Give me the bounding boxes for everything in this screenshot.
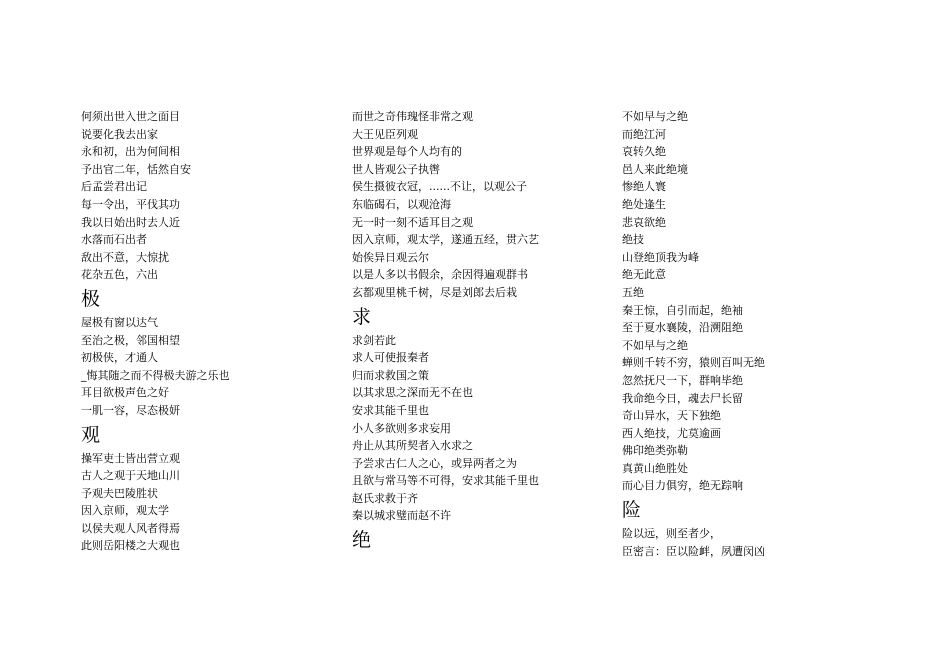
text-line: 以是人多以书假余，余因得遍观群书 — [352, 268, 528, 282]
section-heading: 观 — [81, 423, 101, 446]
text-line: 世界观是每个人均有的 — [352, 145, 462, 159]
text-line: 至于夏水襄陵，沿溯阻绝 — [622, 321, 743, 335]
column-middle — [352, 108, 592, 555]
text-line: 予出官二年，恬然自安 — [81, 162, 191, 176]
text-line: 蝉则千转不穷，猿则百叫无绝 — [622, 356, 765, 370]
text-line: 不如早与之绝 — [622, 338, 688, 352]
text-line: 何须出世入世之面目 — [81, 110, 180, 123]
text-line: 敌出不意，大惊扰 — [81, 250, 169, 264]
text-line: 归而求救国之策 — [352, 368, 429, 382]
text-line: 五绝 — [622, 285, 644, 299]
text-line: 屋极有窗以达气 — [81, 315, 158, 329]
text-line: 每一令出，平伐其功 — [81, 197, 180, 211]
text-line: 不如早与之绝 — [622, 110, 688, 123]
text-line: 安求其能千里也 — [352, 403, 429, 417]
text-line: 忽然抚尺一下，群响毕绝 — [622, 373, 743, 387]
text-line: 悲哀欲绝 — [622, 215, 666, 229]
text-line: 赵氏求救于齐 — [352, 491, 418, 505]
text-line: 水落而石出者 — [81, 233, 147, 247]
section-heading: 极 — [81, 287, 101, 310]
text-line: 大王见臣列观 — [352, 127, 418, 141]
text-line: 一肌一容，尽态极妍 — [81, 403, 180, 417]
text-line: 以其求思之深而无不在也 — [352, 386, 473, 400]
text-line: 操军吏士皆出营立观 — [81, 451, 180, 465]
text-line: 绝技 — [622, 233, 644, 247]
text-line: 哀转久绝 — [622, 145, 666, 159]
text-line: 永和初，出为何间相 — [81, 145, 180, 159]
text-line: 绝处逢生 — [622, 197, 666, 211]
text-line: 予观夫巴陵胜状 — [81, 486, 158, 500]
text-line: 小人多欲则多求妄用 — [352, 421, 451, 435]
text-line: 真黄山绝胜处 — [622, 461, 688, 475]
text-line: 以侯夫观人风者得焉 — [81, 521, 180, 535]
text-line: 邑人来此绝境 — [622, 162, 688, 176]
text-line: 秦王惊，自引而起，绝袖 — [622, 303, 743, 317]
text-line: 惨绝人寰 — [622, 180, 666, 194]
column-right — [622, 108, 862, 560]
text-line: 绝无此意 — [622, 268, 666, 282]
text-line: _悔其随之而不得极夫游之乐也 — [81, 368, 230, 382]
text-line: 秦以城求璧而赵不许 — [352, 509, 451, 523]
text-line: 侯生摄彼衣冠，......不让，以观公子 — [352, 180, 527, 194]
text-line: 险以远，则至者少， — [622, 527, 721, 541]
text-line: 佛印绝类弥勒 — [622, 444, 688, 458]
text-line: 我以日始出时去人近 — [81, 215, 180, 229]
column-left — [81, 108, 321, 555]
text-line: 因入京师，观太学，遂通五经，贯六艺 — [352, 233, 539, 247]
text-line: 且欲与常马等不可得，安求其能千里也 — [352, 474, 539, 488]
text-line: 而世之奇伟瑰怪非常之观 — [352, 110, 473, 123]
text-line: 臣密言：臣以险衅，夙遭闵凶 — [622, 544, 765, 558]
text-line: 说要化我去出家 — [81, 127, 158, 141]
text-line: 至治之极，邻国相望 — [81, 333, 180, 347]
text-line: 予尝求古仁人之心，或异两者之为 — [352, 456, 517, 470]
text-line: 耳目欲极声色之好 — [81, 386, 169, 400]
text-line: 玄都观里桃千树，尽是刘郎去后栽 — [352, 285, 517, 299]
text-line: 因入京师，观太学 — [81, 504, 169, 518]
text-line: 花杂五色，六出 — [81, 268, 158, 282]
text-line: 世人皆观公子执辔 — [352, 162, 440, 176]
text-line: 奇山异水，天下独绝 — [622, 409, 721, 423]
text-line: 此则岳阳楼之大观也 — [81, 539, 180, 553]
text-line: 山登绝顶我为峰 — [622, 250, 699, 264]
text-line: 而心目力俱穷，绝无踪响 — [622, 479, 743, 493]
text-line: 西人绝技，尤莫逾画 — [622, 426, 721, 440]
text-line: 古人之观于天地山川 — [81, 469, 180, 483]
text-line: 而绝江河 — [622, 127, 666, 141]
text-line: 始俟异日观云尔 — [352, 250, 429, 264]
text-line: 求剑若此 — [352, 333, 396, 347]
text-line: 初极侠，才通人 — [81, 351, 158, 365]
text-line: 东临碣石，以观沧海 — [352, 197, 451, 211]
text-line: 求人可使报秦者 — [352, 351, 429, 365]
section-heading: 险 — [622, 499, 642, 522]
section-heading: 绝 — [352, 529, 372, 552]
text-line: 舟止从其所契者入水求之 — [352, 439, 473, 453]
text-line: 后孟尝君出记 — [81, 180, 147, 194]
text-line: 我命绝今日，魂去尸长留 — [622, 391, 743, 405]
section-heading: 求 — [352, 305, 372, 328]
text-line: 无一时一刻不适耳目之观 — [352, 215, 473, 229]
